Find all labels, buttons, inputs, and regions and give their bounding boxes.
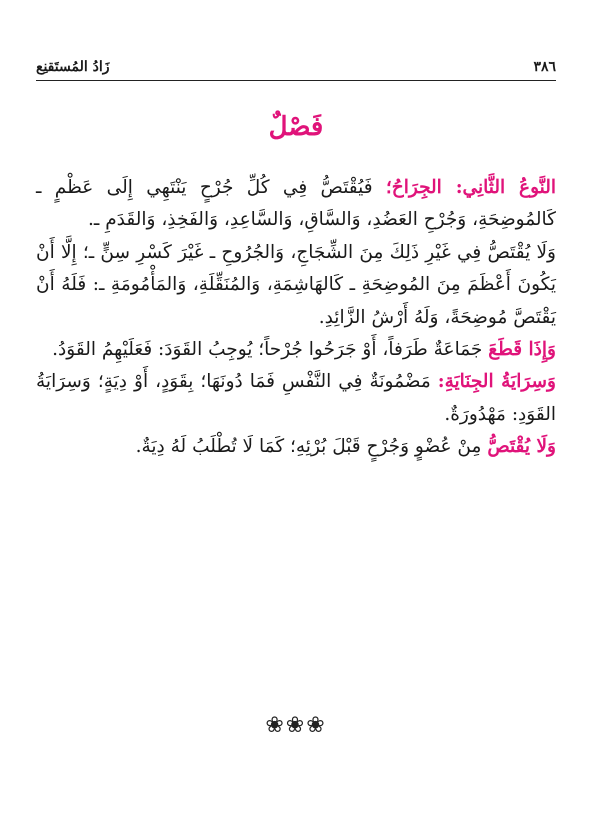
section-title: فَصْلٌ (268, 112, 324, 142)
paragraph-text: جَمَاعَةٌ طَرَفاً، أَوْ جَرَحُوا جُرْحاً؛ يُوجِبُ القَوَدَ: فَعَلَيْهِمُ القَوَدُ. (52, 339, 489, 361)
highlighted-term: وَإِذَا قَطَعَ (488, 339, 556, 361)
header-divider (36, 80, 556, 81)
paragraph-text: وَلَا يُقْتَصُّ فِي غَيْرِ ذَلِكَ مِنَ الشِّجَاجِ، وَالجُرُوحِ ـ غَيْرَ كَسْرِ سِنٍّ ـ؛ إِلَّا أَنْ يَكُونَ أَعْظَمَ مِنَ المُوضِحَةِ ـ كَالهَاشِمَةِ، وَالمُنَقِّلَةِ، وَالمَأْمُومَةِ ـ: فَلَهُ أَنْ يَقْتَصَّ مُوضِحَةً، وَلَهُ أَرْشُ الزَّائِدِ. (36, 241, 556, 328)
page-number: ٣٨٦ (533, 59, 556, 75)
paragraph-3 (36, 334, 556, 366)
body-text (36, 172, 556, 464)
flower-ornament-icon: ❀❀❀ (265, 713, 327, 738)
book-title: زَادُ المُستَقنِع (36, 59, 110, 75)
paragraph-4 (36, 366, 556, 431)
highlighted-term: وَلَا يُقْتَصُّ (487, 436, 556, 458)
paragraph-2 (36, 237, 556, 334)
paragraph-text: مَضْمُونَةٌ فِي النَّفْسِ فَمَا دُونَهَا؛ بِقَوَدٍ، أَوْ دِيَةٍ؛ وَسِرَايَةُ القَوَدِ: مَهْدُورَةٌ. (36, 371, 556, 425)
paragraph-text: فَيُقْتَصُّ فِي كُلِّ جُرْحٍ يَنْتَهِي إِلَى عَظْمٍ ـ كَالمُوضِحَةِ، وَجُرْحِ العَضُدِ، وَالسَّاقِ، وَالسَّاعِدِ، وَالفَخِذِ، وَالقَدَمِ ـ. (36, 177, 556, 231)
paragraph-1 (36, 172, 556, 237)
paragraph-5 (36, 431, 556, 463)
book-page (36, 0, 556, 827)
highlighted-term: وَسِرَايَةُ الجِنَايَةِ: (437, 371, 556, 393)
highlighted-term: النَّوعُ الثَّانِي: الجِرَاحُ؛ (385, 177, 556, 198)
paragraph-text: مِنْ عُضْوٍ وَجُرْحٍ قَبْلَ بُرْئِهِ؛ كَمَا لَا تُطْلَبُ لَهُ دِيَةٌ. (135, 436, 488, 458)
running-header (36, 58, 556, 76)
